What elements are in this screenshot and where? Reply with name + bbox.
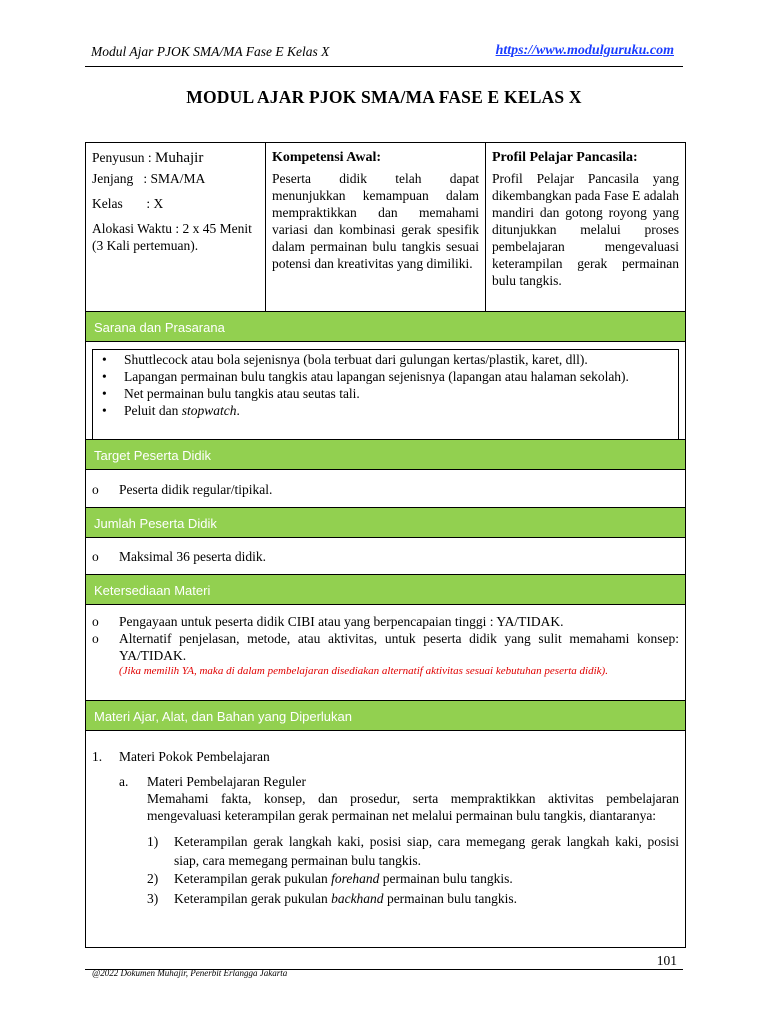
bullet-icon: • bbox=[102, 369, 107, 384]
kompetensi-cell bbox=[266, 143, 486, 312]
sarana-band: Sarana dan Prasarana bbox=[86, 311, 685, 342]
target-band: Target Peserta Didik bbox=[86, 439, 685, 470]
circle-bullet-icon: o bbox=[92, 631, 99, 646]
list-item: o Maksimal 36 peserta didik. bbox=[92, 549, 266, 564]
list-item: • Shuttlecock atau bola sejenisnya (bola terbuat dari gulungan kertas/plastik, karet, dll). bbox=[102, 352, 588, 367]
sarana-list bbox=[92, 351, 679, 419]
materi-step-1: 1) Keterampilan gerak langkah kaki, posisi siap, cara memegang gerak langkah kaki, posisi siap, cara memegang permainan bulu tangkis. bbox=[147, 834, 679, 868]
running-header-title: Modul Ajar PJOK SMA/MA Fase E Kelas X bbox=[91, 44, 330, 59]
ketersediaan-band: Ketersediaan Materi bbox=[86, 574, 685, 605]
bullet-icon: • bbox=[102, 386, 107, 401]
penyusun-value: Muhajir bbox=[155, 150, 204, 166]
circle-bullet-icon: o bbox=[92, 482, 99, 497]
ketersediaan-list bbox=[92, 613, 679, 664]
profil-text: Profil Pelajar Pancasila yang dikembangkan pada Fase E adalah mandiri dan gotong royong yang ditunjukkan melalui proses pembelajaran mengevaluasi keterampilan gerak permainan bulu tangkis. bbox=[492, 171, 679, 288]
list-item: • Lapangan permainan bulu tangkis atau lapangan sejenisnya (lapangan atau halaman sekolah). bbox=[102, 369, 629, 384]
ketersediaan-list-wrap bbox=[92, 613, 679, 678]
ketersediaan-note: (Jika memilih YA, maka di dalam pembelajaran disediakan alternatif aktivitas sesuai kebutuhan peserta didik). bbox=[119, 665, 608, 677]
jumlah-list bbox=[92, 548, 679, 565]
website-link[interactable]: https://www.modulguruku.com bbox=[495, 43, 674, 58]
kompetensi-text: Peserta didik telah dapat menunjukkan kemampuan dalam mempraktikkan dan memahami variasi dan kombinasi gerak spesifik dalam permainan bulu tangkis sesuai potensi dan kreativitas yang dimiliki. bbox=[272, 171, 479, 271]
jumlah-band: Jumlah Peserta Didik bbox=[86, 507, 685, 538]
document-title: MODUL AJAR PJOK SMA/MA FASE E KELAS X bbox=[186, 87, 582, 107]
list-item: • Net permainan bulu tangkis atau seutas tali. bbox=[102, 386, 360, 401]
circle-bullet-icon: o bbox=[92, 549, 99, 564]
page-number: 101 bbox=[656, 953, 677, 968]
header-divider bbox=[85, 66, 683, 67]
materi-item-1: 1. Materi Pokok Pembelajaran bbox=[92, 749, 270, 764]
materi-step-3: 3) Keterampilan gerak pukulan backhand permainan bulu tangkis. bbox=[147, 891, 518, 906]
list-item: o Alternatif penjelasan, metode, atau aktivitas, untuk peserta didik yang sulit memahami konsep: YA/TIDAK. bbox=[92, 631, 679, 663]
module-table bbox=[85, 142, 686, 948]
sarana-list-wrap bbox=[92, 351, 679, 419]
jumlah-list-wrap bbox=[92, 548, 679, 565]
kompetensi-heading: Kompetensi Awal: bbox=[272, 150, 382, 165]
copyright-text: @2022 Dokumen Muhajir, Penerbit Erlangga Jakarta bbox=[92, 968, 288, 978]
materi-step-2: 2) Keterampilan gerak pukulan forehand permainan bulu tangkis. bbox=[147, 871, 513, 886]
materi-content bbox=[92, 748, 679, 907]
alokasi-text: Alokasi Waktu : 2 x 45 Menit (3 Kali pertemuan). bbox=[92, 221, 252, 253]
materi-subitem-a: a. Materi Pembelajaran Reguler Memahami fakta, konsep, dan prosedur, serta mempraktikkan aktivitas pembelajaran mengevaluasi keterampilan gerak permainan net melalui permainan bulu tangkis, diantaranya: bbox=[119, 774, 679, 823]
target-list-wrap bbox=[92, 481, 679, 498]
profil-heading: Profil Pelajar Pancasila: bbox=[492, 150, 638, 165]
list-item: o Pengayaan untuk peserta didik CIBI atau yang berpencapaian tinggi : YA/TIDAK. bbox=[92, 614, 564, 629]
list-item: • Peluit dan stopwatch. bbox=[102, 403, 240, 418]
identity-cell bbox=[86, 143, 266, 312]
list-item: o Peserta didik regular/tipikal. bbox=[92, 482, 273, 497]
penyusun-label: Penyusun : bbox=[92, 150, 156, 165]
info-row bbox=[86, 143, 685, 312]
target-list bbox=[92, 481, 679, 498]
circle-bullet-icon: o bbox=[92, 614, 99, 629]
materi-band: Materi Ajar, Alat, dan Bahan yang Diperlukan bbox=[86, 700, 685, 731]
profil-cell bbox=[486, 143, 685, 312]
kelas-text: Kelas : X bbox=[92, 196, 164, 211]
bullet-icon: • bbox=[102, 403, 107, 418]
bullet-icon: • bbox=[102, 352, 107, 367]
jenjang-text: Jenjang : SMA/MA bbox=[92, 171, 206, 186]
